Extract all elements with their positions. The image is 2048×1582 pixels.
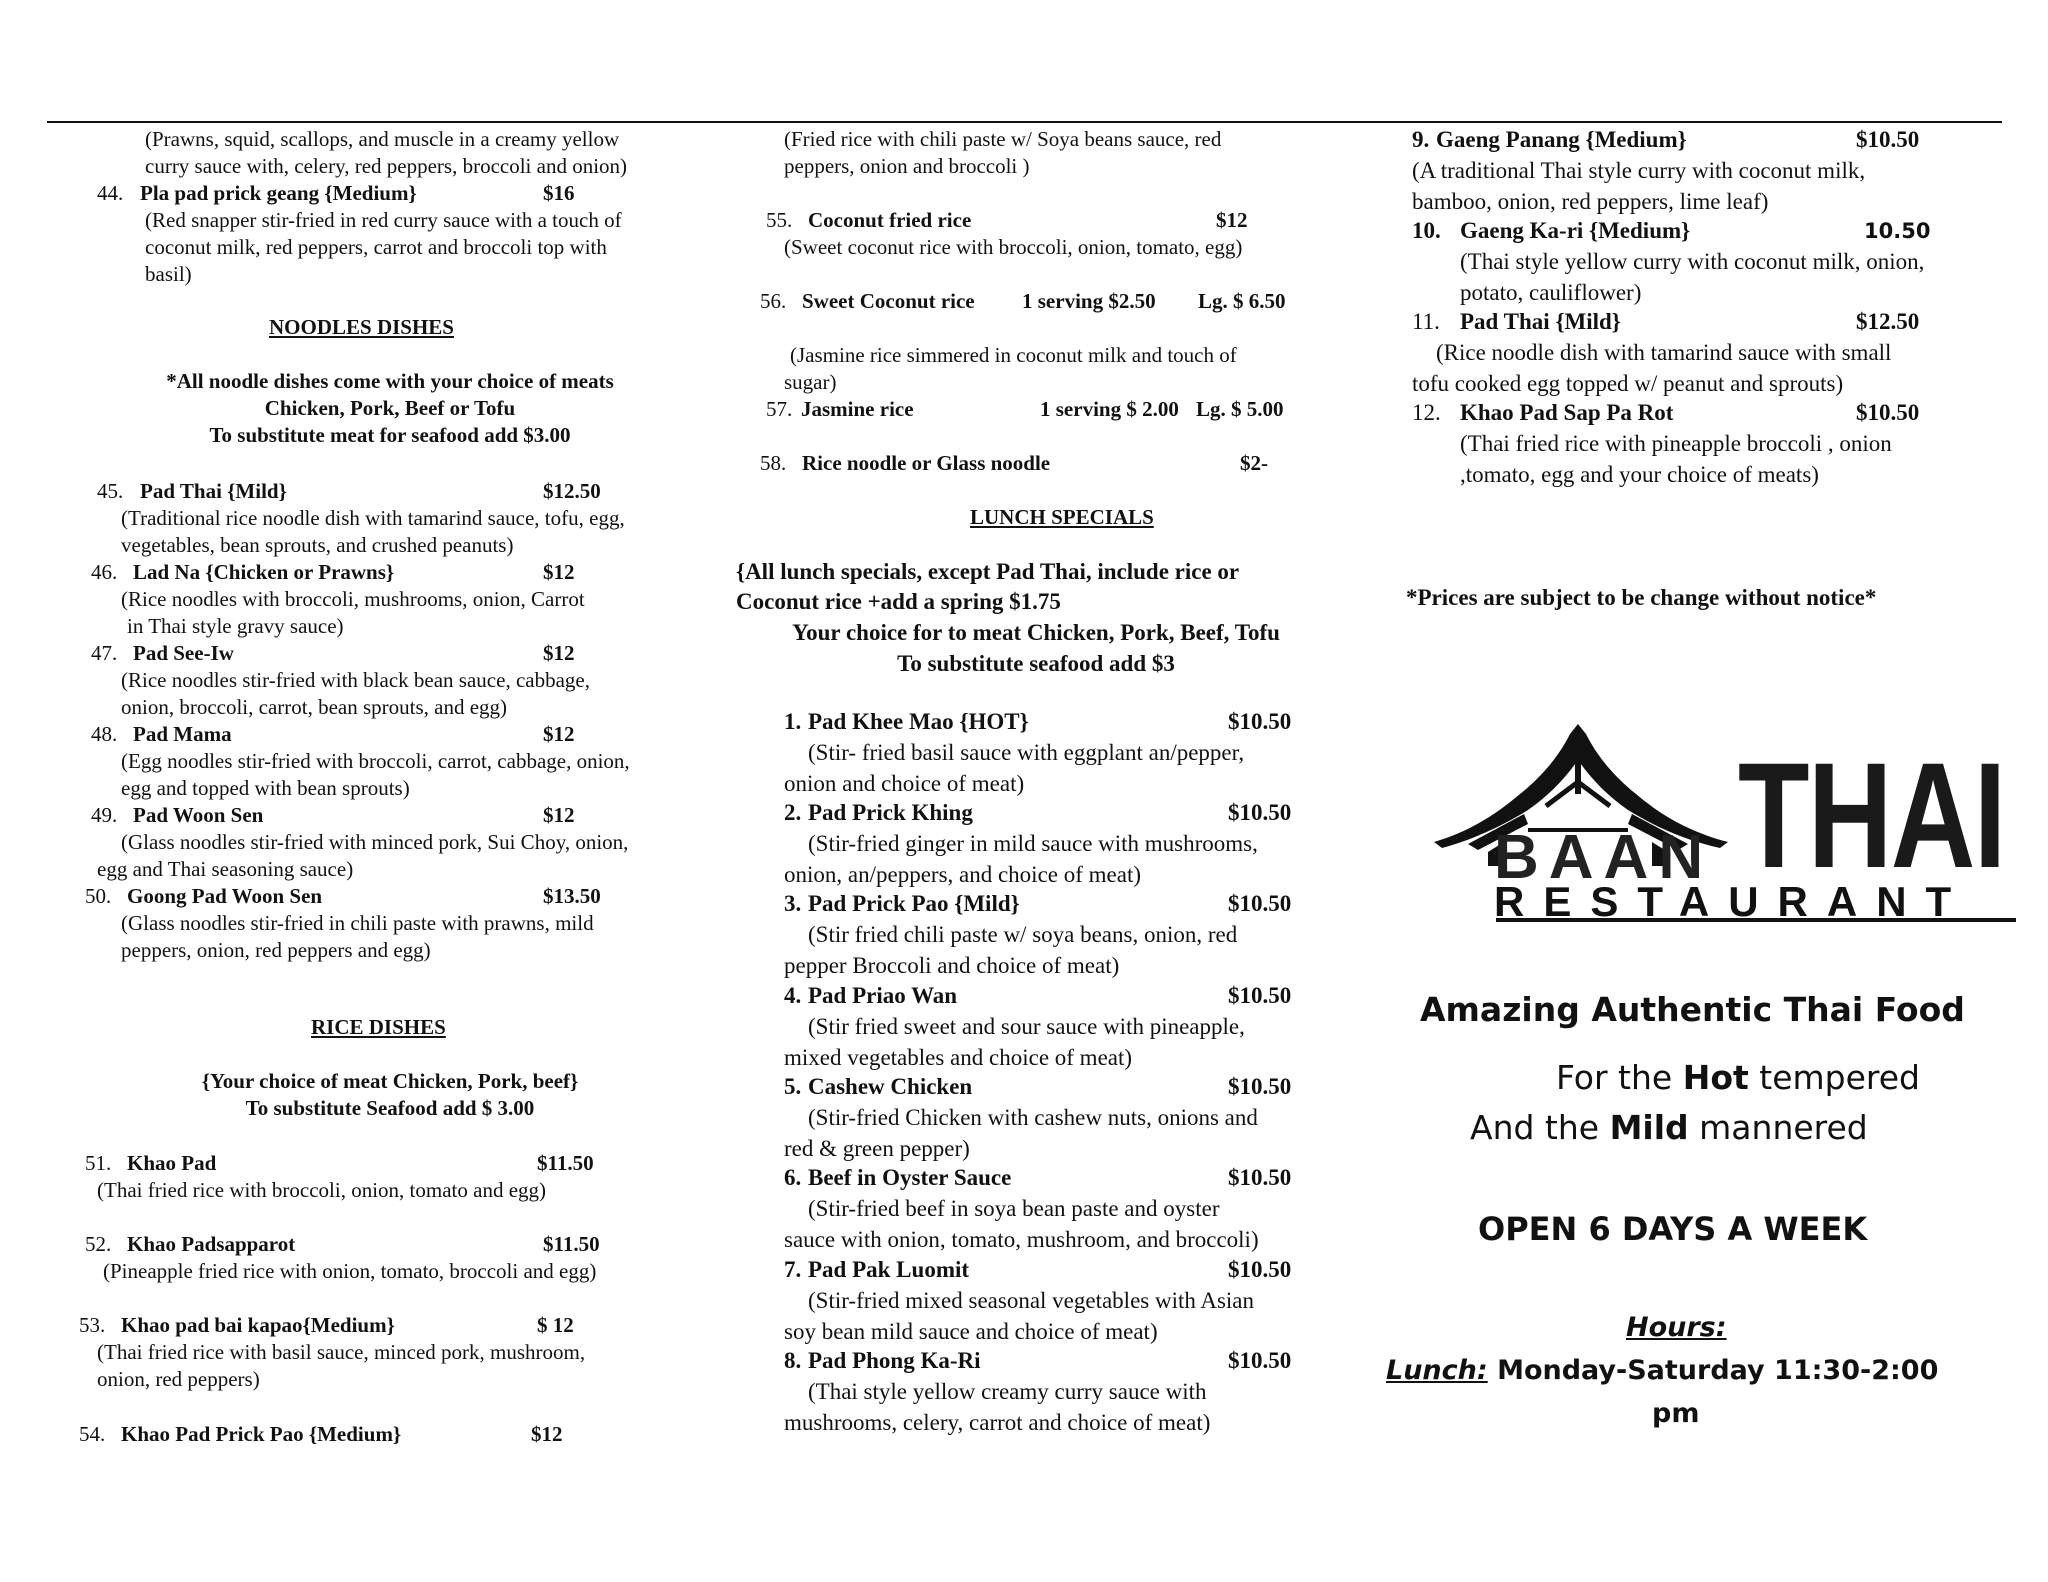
item-desc: (Stir fried sweet and sour sauce with pineapple, xyxy=(808,1014,1245,1039)
item-name: Khao Pad xyxy=(127,1151,217,1175)
item-price: $12 xyxy=(543,722,575,746)
logo-baan: BAAN xyxy=(1494,823,1714,892)
item-number: 3. xyxy=(784,891,802,916)
price-notice: *Prices are subject to be change without notice* xyxy=(1406,585,1877,610)
item-name: Beef in Oyster Sauce xyxy=(808,1165,1012,1190)
mild-line xyxy=(1470,1108,1868,1147)
hot-word: Hot xyxy=(1682,1058,1749,1097)
item-price: 10.50 xyxy=(1864,219,1931,243)
item-name: Gaeng Panang {Medium} xyxy=(1436,127,1687,152)
item-number: 51. xyxy=(85,1151,112,1175)
item-desc: (Rice noodle dish with tamarind sauce with small xyxy=(1436,340,1892,365)
item-desc: (Thai fried rice with broccoli, onion, tomato and egg) xyxy=(97,1178,547,1202)
item-name: Pad Woon Sen xyxy=(133,803,264,827)
item-desc: (Glass noodles stir-fried in chili paste with prawns, mild xyxy=(121,911,594,935)
item-desc: (Pineapple fried rice with onion, tomato, broccoli and egg) xyxy=(103,1259,597,1283)
item-desc: pepper Broccoli and choice of meat) xyxy=(784,953,1120,978)
rice-note: {Your choice of meat Chicken, Pork, beef} xyxy=(201,1069,579,1093)
item-price: $13.50 xyxy=(543,884,601,908)
logo-restaurant: RESTAURANT xyxy=(1494,878,1971,925)
item-name: Jasmine rice xyxy=(801,397,914,421)
item-price: $10.50 xyxy=(1856,127,1920,152)
top-rule xyxy=(47,121,2002,123)
item-number: 57. xyxy=(766,397,793,421)
item-desc: (Thai fried rice with pineapple broccoli , onion xyxy=(1460,431,1892,456)
item-number: 6. xyxy=(784,1165,802,1190)
item-name: Lad Na {Chicken or Prawns} xyxy=(133,560,395,584)
item-price-large: Lg. $ 5.00 xyxy=(1196,397,1284,421)
item-number: 2. xyxy=(784,800,802,825)
item-desc: (Stir-fried beef in soya bean paste and oyster xyxy=(808,1196,1220,1221)
lunch-note: To substitute seafood add $3 xyxy=(897,651,1175,676)
item-desc: red & green pepper) xyxy=(784,1136,970,1161)
item-price: $ 12 xyxy=(537,1313,574,1337)
item-desc: (Stir- fried basil sauce with eggplant an/pepper, xyxy=(808,740,1245,765)
item-number: 52. xyxy=(85,1232,112,1256)
item-name: Coconut fried rice xyxy=(808,208,972,232)
lunch-label: Lunch: xyxy=(1386,1355,1488,1386)
item-price: $16 xyxy=(543,181,575,205)
item-number: 58. xyxy=(760,451,787,475)
item-price: $10.50 xyxy=(1228,1348,1292,1373)
item-price-large: Lg. $ 6.50 xyxy=(1198,289,1286,313)
item-desc: (Red snapper stir-fried in red curry sauce with a touch of xyxy=(145,208,622,232)
item-desc: (A traditional Thai style curry with coconut milk, xyxy=(1412,158,1866,183)
item-name: Pad Mama xyxy=(133,722,232,746)
noodles-note: To substitute meat for seafood add $3.00 xyxy=(209,423,571,447)
item-name: Pad Prick Khing xyxy=(808,800,973,825)
item-name: Pla pad prick geang {Medium} xyxy=(140,181,417,205)
item-price-serving: 1 serving $2.50 xyxy=(1022,289,1156,313)
item-desc: sugar) xyxy=(784,370,837,394)
lunch-hours-line xyxy=(1386,1355,1938,1386)
mild-pre: And the xyxy=(1470,1108,1610,1147)
lunch-hours-pm: pm xyxy=(1652,1398,1700,1429)
item-price: $10.50 xyxy=(1856,400,1920,425)
item-price: $10.50 xyxy=(1228,800,1292,825)
item-number: 12. xyxy=(1412,400,1441,425)
item-number: 9. xyxy=(1412,127,1430,152)
item-name: Gaeng Ka-ri {Medium} xyxy=(1460,218,1691,243)
item-desc: (Stir-fried Chicken with cashew nuts, onions and xyxy=(808,1105,1258,1130)
item-name: Pad Khee Mao {HOT} xyxy=(808,709,1029,734)
item-price: $12 xyxy=(543,641,575,665)
item-number: 45. xyxy=(97,479,124,503)
item-desc: in Thai style gravy sauce) xyxy=(127,614,344,638)
item-price: $10.50 xyxy=(1228,1074,1292,1099)
item-desc: (Rice noodles stir-fried with black bean sauce, cabbage, xyxy=(121,668,590,692)
item-desc: ,tomato, egg and your choice of meats) xyxy=(1460,462,1819,487)
rice-heading: RICE DISHES xyxy=(311,1015,446,1039)
item-name: Pad Thai {Mild} xyxy=(1460,309,1621,334)
item-price: $12 xyxy=(531,1422,563,1446)
item-desc: (Stir-fried mixed seasonal vegetables with Asian xyxy=(808,1288,1255,1313)
noodles-note: Chicken, Pork, Beef or Tofu xyxy=(264,396,516,420)
item-name: Cashew Chicken xyxy=(808,1074,973,1099)
item-name: Khao Padsapparot xyxy=(127,1232,296,1256)
item-desc: (Sweet coconut rice with broccoli, onion, tomato, egg) xyxy=(784,235,1243,259)
item-number: 5. xyxy=(784,1074,802,1099)
item-desc: (Egg noodles stir-fried with broccoli, carrot, cabbage, onion, xyxy=(121,749,630,773)
item-desc: sauce with onion, tomato, mushroom, and broccoli) xyxy=(784,1227,1259,1252)
rice-note: To substitute Seafood add $ 3.00 xyxy=(245,1096,535,1120)
item-price: $10.50 xyxy=(1228,1165,1292,1190)
item-desc: vegetables, bean sprouts, and crushed peanuts) xyxy=(121,533,514,557)
mild-word: Mild xyxy=(1609,1108,1689,1147)
item-name: Pad Pak Luomit xyxy=(808,1257,970,1282)
item-43-desc-line1: (Prawns, squid, scallops, and muscle in a creamy yellow xyxy=(145,127,620,151)
item-price: $12.50 xyxy=(543,479,601,503)
item-desc: onion, broccoli, carrot, bean sprouts, and egg) xyxy=(121,695,508,719)
item-desc: (Traditional rice noodle dish with tamarind sauce, tofu, egg, xyxy=(121,506,625,530)
item-price: $2- xyxy=(1240,451,1268,475)
item-desc: mixed vegetables and choice of meat) xyxy=(784,1045,1133,1070)
item-number: 56. xyxy=(760,289,787,313)
item-number: 8. xyxy=(784,1348,802,1373)
item-price: $10.50 xyxy=(1228,1257,1292,1282)
lunch-note: {All lunch specials, except Pad Thai, include rice or xyxy=(736,559,1240,584)
item-desc: bamboo, onion, red peppers, lime leaf) xyxy=(1412,189,1769,214)
item-name: Pad Prick Pao {Mild} xyxy=(808,891,1020,916)
item-name: Pad Phong Ka-Ri xyxy=(808,1348,981,1373)
item-price: $12 xyxy=(543,560,575,584)
item-desc: onion, an/peppers, and choice of meat) xyxy=(784,862,1142,887)
item-number: 50. xyxy=(85,884,112,908)
item-name: Khao Pad Sap Pa Rot xyxy=(1460,400,1674,425)
mild-post: mannered xyxy=(1688,1108,1868,1147)
item-desc: peppers, onion, red peppers and egg) xyxy=(121,938,431,962)
item-desc: (Stir-fried ginger in mild sauce with mushrooms, xyxy=(808,831,1258,856)
item-desc: mushrooms, celery, carrot and choice of meat) xyxy=(784,1410,1211,1435)
item-number: 54. xyxy=(79,1422,106,1446)
item-price: $12.50 xyxy=(1856,309,1920,334)
lunch-note: Coconut rice +add a spring $1.75 xyxy=(736,589,1061,614)
noodles-note: *All noodle dishes come with your choice of meats xyxy=(166,369,614,393)
noodles-heading: NOODLES DISHES xyxy=(269,315,454,339)
item-desc: (Stir fried chili paste w/ soya beans, onion, red xyxy=(808,922,1238,947)
item-name: Pad Thai {Mild} xyxy=(140,479,287,503)
item-number: 44. xyxy=(97,181,124,205)
item-desc: basil) xyxy=(145,262,192,286)
item-desc: egg and Thai seasoning sauce) xyxy=(97,857,354,881)
item-name: Goong Pad Woon Sen xyxy=(127,884,323,908)
item-price: $10.50 xyxy=(1228,891,1292,916)
item-desc: (Glass noodles stir-fried with minced pork, Sui Choy, onion, xyxy=(121,830,629,854)
item-name: Khao pad bai kapao{Medium} xyxy=(121,1313,395,1337)
item-name: Rice noodle or Glass noodle xyxy=(802,451,1051,475)
item-desc: tofu cooked egg topped w/ peanut and sprouts) xyxy=(1412,371,1844,396)
item-desc: (Jasmine rice simmered in coconut milk and touch of xyxy=(790,343,1237,367)
item-desc: onion, red peppers) xyxy=(97,1367,260,1391)
item-number: 7. xyxy=(784,1257,802,1282)
item-number: 53. xyxy=(79,1313,106,1337)
item-number: 55. xyxy=(766,208,793,232)
hours-label: Hours: xyxy=(1626,1312,1727,1343)
item-name: Sweet Coconut rice xyxy=(802,289,975,313)
open-days: OPEN 6 DAYS A WEEK xyxy=(1478,1210,1868,1248)
item-name: Khao Pad Prick Pao {Medium} xyxy=(121,1422,402,1446)
item-number: 49. xyxy=(91,803,118,827)
item-number: 4. xyxy=(784,983,802,1008)
item-price: $11.50 xyxy=(537,1151,594,1175)
lunch-hours: Monday-Saturday 11:30-2:00 xyxy=(1487,1355,1939,1386)
item-number: 48. xyxy=(91,722,118,746)
item-desc: coconut milk, red peppers, carrot and broccoli top with xyxy=(145,235,607,259)
item-price-serving: 1 serving $ 2.00 xyxy=(1040,397,1179,421)
item-54-desc-line2: peppers, onion and broccoli ) xyxy=(784,154,1030,178)
lunch-note: Your choice for to meat Chicken, Pork, Beef, Tofu xyxy=(792,620,1280,645)
hot-pre: For the xyxy=(1556,1058,1683,1097)
item-43-desc-line2: curry sauce with, celery, red peppers, broccoli and onion) xyxy=(145,154,628,178)
item-desc: (Thai style yellow curry with coconut milk, onion, xyxy=(1460,249,1925,274)
item-desc: egg and topped with bean sprouts) xyxy=(121,776,410,800)
item-price: $10.50 xyxy=(1228,983,1292,1008)
item-desc: potato, cauliflower) xyxy=(1460,280,1642,305)
hot-line xyxy=(1556,1058,1920,1097)
item-desc: (Rice noodles with broccoli, mushrooms, onion, Carrot xyxy=(121,587,585,611)
item-54-desc-line1: (Fried rice with chili paste w/ Soya beans sauce, red xyxy=(784,127,1222,151)
item-desc: (Thai fried rice with basil sauce, minced pork, mushroom, xyxy=(97,1340,586,1364)
item-name: Pad See-Iw xyxy=(133,641,234,665)
item-price: $12 xyxy=(1216,208,1248,232)
item-number: 11. xyxy=(1412,309,1440,334)
logo-thai: THAI xyxy=(1738,731,2005,899)
item-name: Pad Priao Wan xyxy=(808,983,958,1008)
item-desc: (Thai style yellow creamy curry sauce with xyxy=(808,1379,1207,1404)
item-price: $11.50 xyxy=(543,1232,600,1256)
item-price: $10.50 xyxy=(1228,709,1292,734)
item-number: 46. xyxy=(91,560,118,584)
item-desc: soy bean mild sauce and choice of meat) xyxy=(784,1319,1158,1344)
hot-post: tempered xyxy=(1748,1058,1921,1097)
item-desc: onion and choice of meat) xyxy=(784,771,1025,796)
tagline: Amazing Authentic Thai Food xyxy=(1420,990,1965,1029)
item-number: 10. xyxy=(1412,218,1441,243)
lunch-specials-heading: LUNCH SPECIALS xyxy=(970,505,1154,529)
item-price: $12 xyxy=(543,803,575,827)
item-number: 1. xyxy=(784,709,802,734)
item-number: 47. xyxy=(91,641,118,665)
